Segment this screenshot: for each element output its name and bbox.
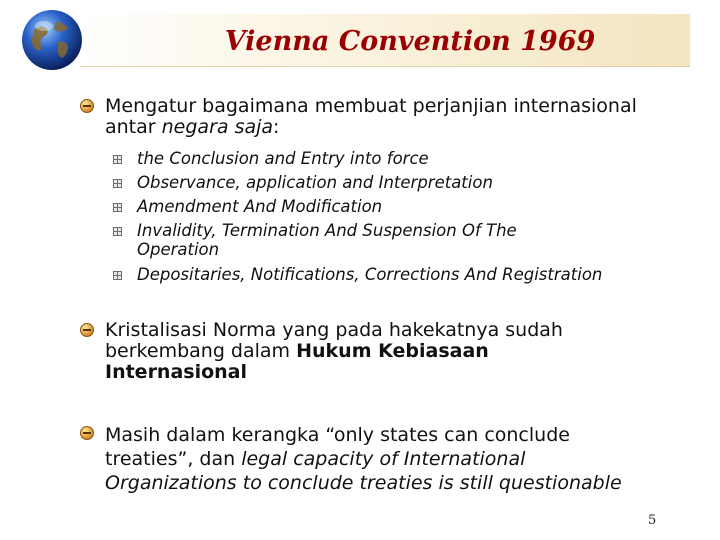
page-number: 5 [648,513,657,528]
sub-marker [113,155,122,164]
bullet-3-text-b: legal capacity of International Organizations to conclude treaties is still questionable [105,448,622,494]
sub-item: Amendment And Modification [137,197,383,216]
slide-title: Vienna Convention 1969 [224,26,596,57]
bullet-text-1 [105,96,665,138]
sub-marker [113,227,122,236]
sub-item: the Conclusion and Entry into force [137,149,429,168]
sub-marker [113,179,122,188]
bullet-text-2 [105,320,625,383]
sub-marker [113,271,122,280]
bullet-marker-1 [80,99,94,113]
sub-item: Observance, application and Interpretation [137,173,493,192]
bullet-3-text-a: Masih dalam kerangka “only states can conclude treaties”, dan [105,424,570,470]
globe-icon [20,8,84,72]
sub-item: Depositaries, Notifications, Corrections And Registration [137,265,603,284]
bullet-text-3 [105,423,635,495]
bullet-1-text-b: negara saja [161,116,274,138]
bullet-marker-3 [80,426,94,440]
bullet-2-text-b: Hukum Kebiasaan Internasional [105,340,489,383]
sub-marker [113,203,122,212]
sub-item: Invalidity, Termination And Suspension Of The Operation [137,221,517,259]
bullet-1-text-c: : [273,116,280,138]
bullet-marker-2 [80,323,94,337]
bullet-2-text-a: Kristalisasi Norma yang pada hakekatnya sudah berkembang dalam [105,319,563,362]
bullet-1-text-a: Mengatur bagaimana membuat perjanjian internasional antar [105,95,637,138]
